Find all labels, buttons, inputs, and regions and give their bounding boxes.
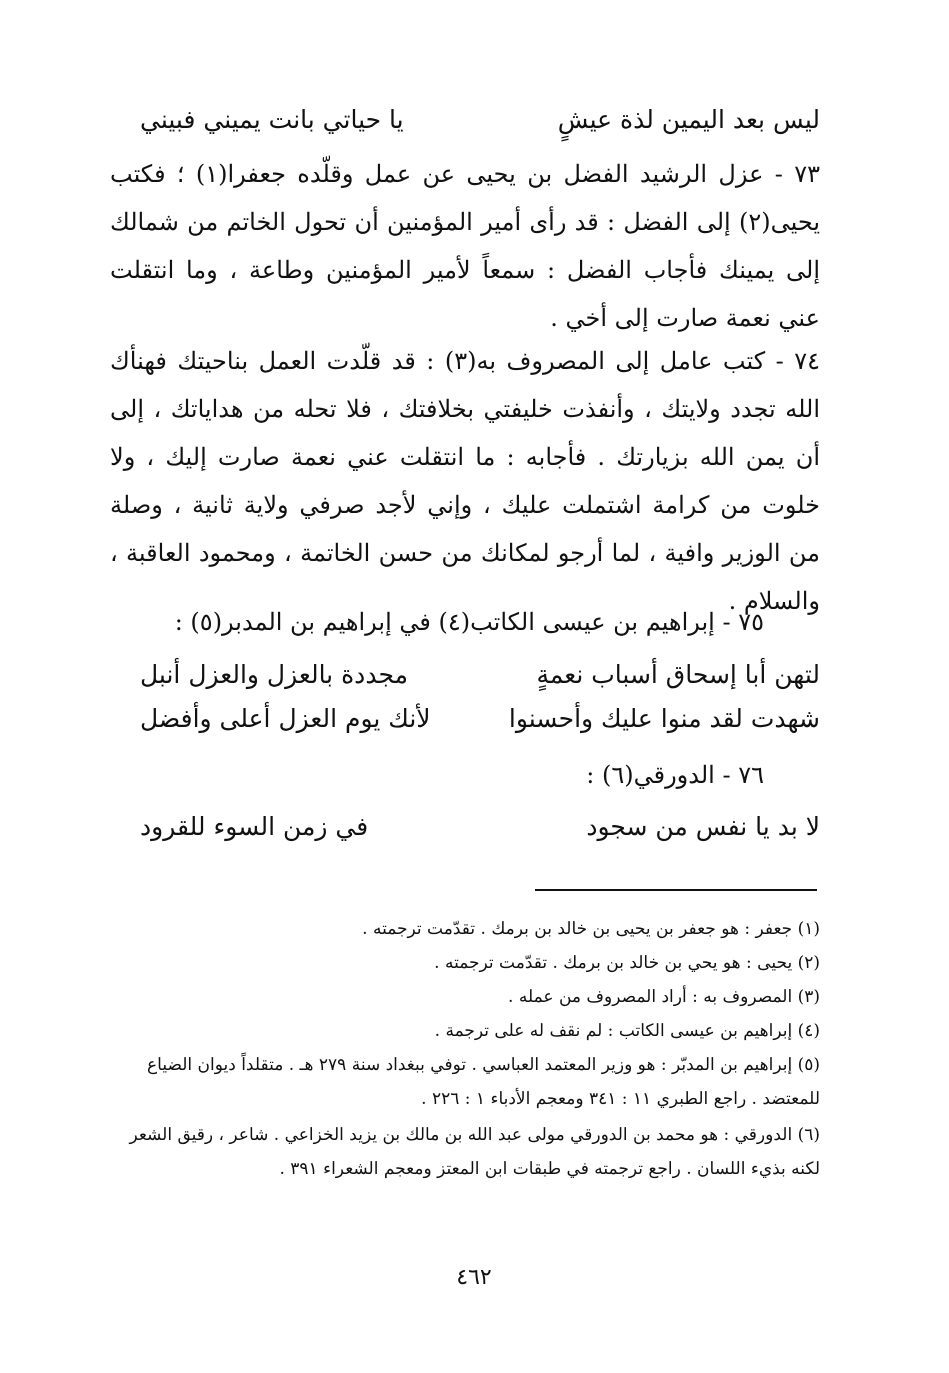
verse-first-hemistich: ليس بعد اليمين لذة عيشٍ [557, 105, 820, 134]
entry-76-verse [140, 812, 820, 856]
entry-75-verse-1 [140, 660, 820, 704]
footnote-1: (١) جعفر : هو جعفر بن يحيى بن خالد بن برمك . تقدّمت ترجمته . [362, 919, 820, 939]
verse-first-hemistich: شهدت لقد منوا عليك وأحسنوا [508, 704, 820, 733]
verse-second-hemistich: يا حياتي بانت يميني فبيني [140, 105, 404, 134]
entry-75-verse-2 [140, 704, 820, 748]
footnote-3: (٣) المصروف به : أراد المصروف من عمله . [508, 987, 820, 1007]
top-verse [140, 105, 820, 149]
verse-first-hemistich: لا بد يا نفس من سجود [586, 812, 820, 841]
verse-second-hemistich: مجددة بالعزل والعزل أنبل [140, 660, 408, 689]
verse-first-hemistich: لتهن أبا إسحاق أسباب نعمةٍ [536, 660, 820, 689]
verse-second-hemistich: لأنك يوم العزل أعلى وأفضل [140, 704, 431, 733]
footnote-6: (٦) الدورقي : هو محمد بن الدورقي مولى عبد الله بن مالك بن يزيد الخزاعي . شاعر ، رقيق الشعر لكنه بذيء اللسان . راجع ترجمته في طبقات ابن المعتز ومعجم الشعراء ٣٩١ . [129, 1125, 820, 1179]
verse-second-hemistich: في زمن السوء للقرود [140, 812, 369, 841]
entry-75-heading: ٧٥ - إبراهيم بن عيسى الكاتب(٤) في إبراهيم بن المدبر(٥) : [174, 608, 764, 636]
entry-76-heading: ٧٦ - الدورقي(٦) : [586, 761, 764, 789]
entry-74 [110, 337, 820, 625]
footnote-5: (٥) إبراهيم بن المدبّر : هو وزير المعتمد العباسي . توفي ببغداد سنة ٢٧٩ هـ . متقلداً ديوان الضياع للمعتضد . راجع الطبري ١١ : ٣٤١ ومعجم الأدباء ١ : ٢٢٦ . [147, 1055, 820, 1109]
footnote-4: (٤) إبراهيم بن عيسى الكاتب : لم نقف له على ترجمة . [434, 1021, 820, 1041]
footnote-separator [535, 889, 817, 891]
footnote-2: (٢) يحيى : هو يحي بن خالد بن برمك . تقدّمت ترجمته . [434, 953, 820, 973]
entry-73-text: ٧٣ - عزل الرشيد الفضل بن يحيى عن عمل وقلّده جعفرا(١) ؛ فكتب يحيى(٢) إلى الفضل : قد رأى أمير المؤمنين أن تحول الخاتم من شمالك إلى يمينك فأجاب الفضل : سمعاً لأمير المؤمنين وطاعة ، وما انتقلت عني نعمة صارت إلى أخي . [110, 160, 821, 332]
entry-74-text: ٧٤ - كتب عامل إلى المصروف به(٣) : قد قلّدت العمل بناحيتك فهنأك الله تجدد ولايتك ، وأنفذت خليفتي بخلافتك ، فلا تحله من هداياتك ، إلى أن يمن الله بزيارتك . فأجابه : ما انتقلت عني نعمة صارت إليك ، ولا خلوت من كرامة اشتملت عليك ، وإني لأجد صرفي ولاية ثانية ، وصلة من الوزير وافية ، لما أرجو لمكانك من حسن الخاتمة ، ومحمود العاقبة ، والسلام . [110, 347, 820, 615]
page-number: ٤٦٢ [456, 1265, 492, 1290]
entry-73 [110, 150, 820, 342]
